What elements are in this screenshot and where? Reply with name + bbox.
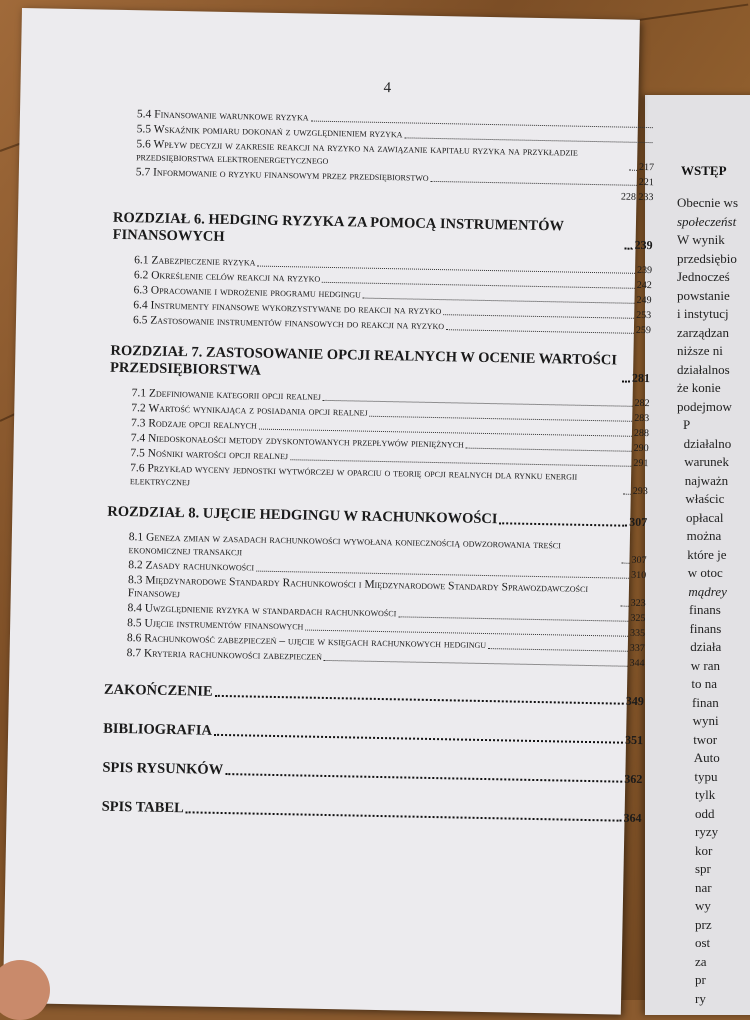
- right-page-line: nar: [695, 879, 712, 895]
- right-page-line: działalno: [683, 435, 732, 451]
- entry-title: 5.4 Finansowanie warunkowe ryzyka: [136, 108, 309, 124]
- end-item: [104, 682, 644, 709]
- right-page-line: powstanie: [677, 287, 730, 303]
- chapter-page: 307: [629, 514, 648, 530]
- entry-page: 291: [633, 457, 649, 470]
- dot-leader: [623, 494, 631, 495]
- entry-title: 8.1 Geneza zmian w zasadach rachunkowości wywołana koniecznością odwzorowania treści ekonomicznej transakcji: [128, 531, 561, 559]
- right-page-line: ryzy: [695, 824, 719, 839]
- right-page-line: za: [695, 953, 707, 969]
- right-page-line: odd: [695, 805, 715, 821]
- entry-page: 253: [636, 309, 652, 322]
- entry-page: 283: [634, 412, 650, 425]
- entry-page: 325: [630, 612, 646, 625]
- right-page-line: mądrey: [688, 583, 727, 599]
- end-item-page: 362: [624, 771, 643, 787]
- dot-leader: [363, 298, 635, 304]
- right-page-line: wy: [695, 898, 711, 913]
- entry-title: 6.2 Określenie celów reakcji na ryzyko: [133, 269, 321, 285]
- dot-leader: [431, 181, 637, 186]
- entry-page: 337: [629, 642, 645, 655]
- entry-page: 293: [632, 485, 648, 498]
- dot-leader: [214, 734, 623, 744]
- dot-leader: [398, 616, 628, 621]
- end-item-page: 351: [624, 732, 644, 748]
- end-item: [102, 799, 642, 826]
- entry-page: 310: [631, 569, 647, 582]
- chapter-title: ROZDZIAŁ 7. ZASTOSOWANIE OPCJI REALNYCH W OCENIE WARTOŚCI PRZEDSIĘBIORSTWA: [109, 342, 618, 379]
- right-page-line: spr: [695, 861, 711, 876]
- right-page-line: można: [686, 528, 722, 543]
- right-page-line: ost: [695, 935, 711, 950]
- dot-leader: [324, 660, 628, 667]
- right-page-line: finans: [689, 620, 722, 636]
- right-page-line: W wynik: [677, 232, 725, 247]
- entry-page: 307: [631, 554, 647, 567]
- right-page-line: w otoc: [687, 565, 723, 580]
- entry-title: 6.4 Instrumenty finansowe wykorzystywane do reakcji na ryzyko: [133, 299, 442, 318]
- entry-page: 282: [634, 397, 650, 410]
- right-page-line: najważn: [684, 472, 729, 488]
- entry-title: 7.3 Rodzaje opcji realnych: [130, 417, 257, 432]
- right-page-line: i instytucj: [677, 306, 729, 321]
- dot-leader: [446, 329, 634, 334]
- entry-title: 5.6 Wpływ decyzji w zakresie reakcji na ryzyko na zawiązanie kapitału ryzyka na przykładzie przedsiębiorstwa elektroenergetycznego: [136, 138, 578, 167]
- right-page-line: wyni: [692, 713, 719, 728]
- end-item-title: SPIS TABEL: [101, 798, 184, 817]
- entry-title: 8.6 Rachunkowość zabezpieczeń – ujęcie w księgach rachunkowych hedgingu: [126, 632, 487, 652]
- chapter-row: [110, 343, 651, 387]
- right-page-line: Obecnie ws: [677, 195, 739, 210]
- dot-leader: [443, 314, 634, 319]
- chapter-page: 239: [634, 237, 653, 253]
- entry-page: 239: [636, 264, 653, 277]
- entry-page: 217: [638, 161, 655, 174]
- entry-title: 5.7 Informowanie o ryzyku finansowym przez przedsiębiorstwo: [135, 166, 429, 184]
- entry-page: 221: [638, 176, 654, 189]
- dot-leader: [622, 381, 630, 383]
- table-of-contents: [102, 108, 655, 826]
- right-page-line: tylk: [695, 787, 716, 802]
- entry-title: 6.5 Zastosowanie instrumentów finansowych do reakcji na ryzyko: [132, 314, 445, 333]
- dot-leader: [225, 773, 622, 783]
- right-page-line: kor: [695, 842, 713, 858]
- right-page-line: finans: [689, 602, 721, 617]
- right-page-line: działa: [690, 639, 722, 654]
- entry-page: 259: [635, 324, 652, 337]
- right-page-line: że konie: [677, 380, 721, 395]
- right-page-line: to na: [691, 676, 718, 691]
- dot-leader: [186, 811, 622, 821]
- section-group: [105, 531, 647, 670]
- entry-title: 8.7 Kryteria rachunkowości zabezpieczeń: [126, 647, 323, 663]
- end-item-title: BIBLIOGRAFIA: [103, 720, 213, 739]
- entry-title: 7.2 Wartość wynikająca z posiadania opcji realnej: [131, 402, 368, 419]
- entry-title: 5.5 Wskaźnik pomiaru dokonań z uwzględnieniem ryzyka: [136, 123, 403, 141]
- dot-leader: [624, 248, 632, 250]
- dot-leader: [499, 522, 627, 526]
- right-page-line: warunek: [684, 454, 729, 469]
- end-item-title: ZAKOŃCZENIE: [103, 681, 213, 700]
- right-page-line: opłacal: [686, 509, 724, 525]
- right-page-line: społeczeńst: [677, 213, 737, 229]
- entry-title: 6.1 Zabezpieczenie ryzyka: [134, 254, 256, 269]
- dot-leader: [621, 606, 629, 607]
- right-page-line: prz: [695, 916, 712, 932]
- entry-page: 288: [633, 427, 650, 440]
- entry-page: 335: [630, 627, 646, 640]
- end-item-page: 364: [623, 810, 642, 826]
- chapter-heading: [112, 210, 653, 254]
- entry-title: 8.3 Międzynarodowe Standardy Rachunkowości i Międzynarodowe Standardy Sprawozdawczości Finansowej: [127, 574, 589, 601]
- entry-title: 7.4 Niedoskonałości metody zdyskontowanych przepływów pieniężnych: [130, 432, 465, 451]
- right-page-line: Auto: [693, 750, 720, 765]
- page-number: 4: [383, 79, 392, 97]
- entry-page: 228 233: [620, 191, 654, 204]
- right-page-line: Jednocześ: [677, 269, 730, 284]
- chapter-row: [107, 504, 647, 531]
- right-page-line: przedsiębio: [677, 250, 737, 266]
- dot-leader: [466, 448, 632, 452]
- right-page-line: podejmow: [677, 398, 732, 414]
- chapter-heading: [110, 343, 651, 387]
- entry-title: 7.6 Przykład wyceny jednostki wytwórczej w oparciu o teorię opcji realnych dla rynku energii elektrycznej: [129, 462, 578, 489]
- entry-title: 8.4 Uwzględnienie ryzyka w standardach rachunkowości: [127, 602, 397, 620]
- entry-title: 8.2 Zasady rachunkowości: [128, 559, 255, 574]
- right-page-line: P: [683, 417, 691, 432]
- entry-page: 242: [636, 279, 652, 292]
- entry-title: 7.1 Zdefiniowanie kategorii opcji realnej: [131, 387, 322, 403]
- dot-leader: [488, 648, 628, 652]
- section-group: [108, 387, 650, 498]
- chapter-heading: [107, 504, 647, 531]
- right-page-line: właścic: [685, 491, 725, 506]
- top-section-group: [113, 108, 655, 204]
- entry-page: 290: [633, 442, 649, 455]
- dot-leader: [215, 695, 624, 705]
- chapter-title: ROZDZIAŁ 6. HEDGING RYZYKA ZA POMOCĄ INSTRUMENTÓW FINANSOWYCH: [112, 209, 564, 245]
- right-page-line: ry: [695, 990, 706, 1006]
- right-page-line: pr: [695, 972, 706, 987]
- dot-leader: [404, 137, 652, 143]
- right-page-line: w ran: [690, 657, 721, 673]
- entry-title: 8.5 Ujęcie instrumentów finansowych: [127, 617, 304, 633]
- end-item: [103, 721, 643, 748]
- entry-title: 6.3 Opracowanie i wdrożenie programu hedgingu: [133, 284, 361, 301]
- right-page-line: niższe ni: [677, 343, 723, 358]
- end-item: [102, 760, 642, 787]
- dot-leader: [370, 416, 633, 422]
- chapter-title: ROZDZIAŁ 8. UJĘCIE HEDGINGU W RACHUNKOWOŚCI: [107, 503, 498, 528]
- right-page-line: finan: [692, 694, 719, 710]
- section-group: [111, 254, 652, 337]
- end-item-page: 349: [625, 693, 644, 709]
- right-page-line: zarządzan: [677, 324, 729, 340]
- right-page-line: które je: [687, 546, 727, 562]
- entry-page: 323: [630, 597, 646, 610]
- entry-title: 7.5 Nośniki wartości opcji realnej: [130, 447, 289, 463]
- left-page: [3, 8, 655, 1015]
- right-page-heading: WSTĘP: [681, 163, 727, 178]
- entry-page: 344: [629, 657, 645, 670]
- dot-leader: [629, 170, 637, 171]
- right-page-line: działalnos: [677, 361, 730, 377]
- right-page: [645, 95, 750, 1015]
- end-item-title: SPIS RYSUNKÓW: [102, 759, 224, 779]
- entry-page: 249: [636, 294, 652, 307]
- right-page-line: typu: [694, 768, 718, 784]
- chapter-page: 281: [631, 370, 651, 386]
- chapter-row: [112, 210, 653, 254]
- dot-leader: [621, 563, 629, 564]
- right-page-line: twor: [693, 731, 718, 747]
